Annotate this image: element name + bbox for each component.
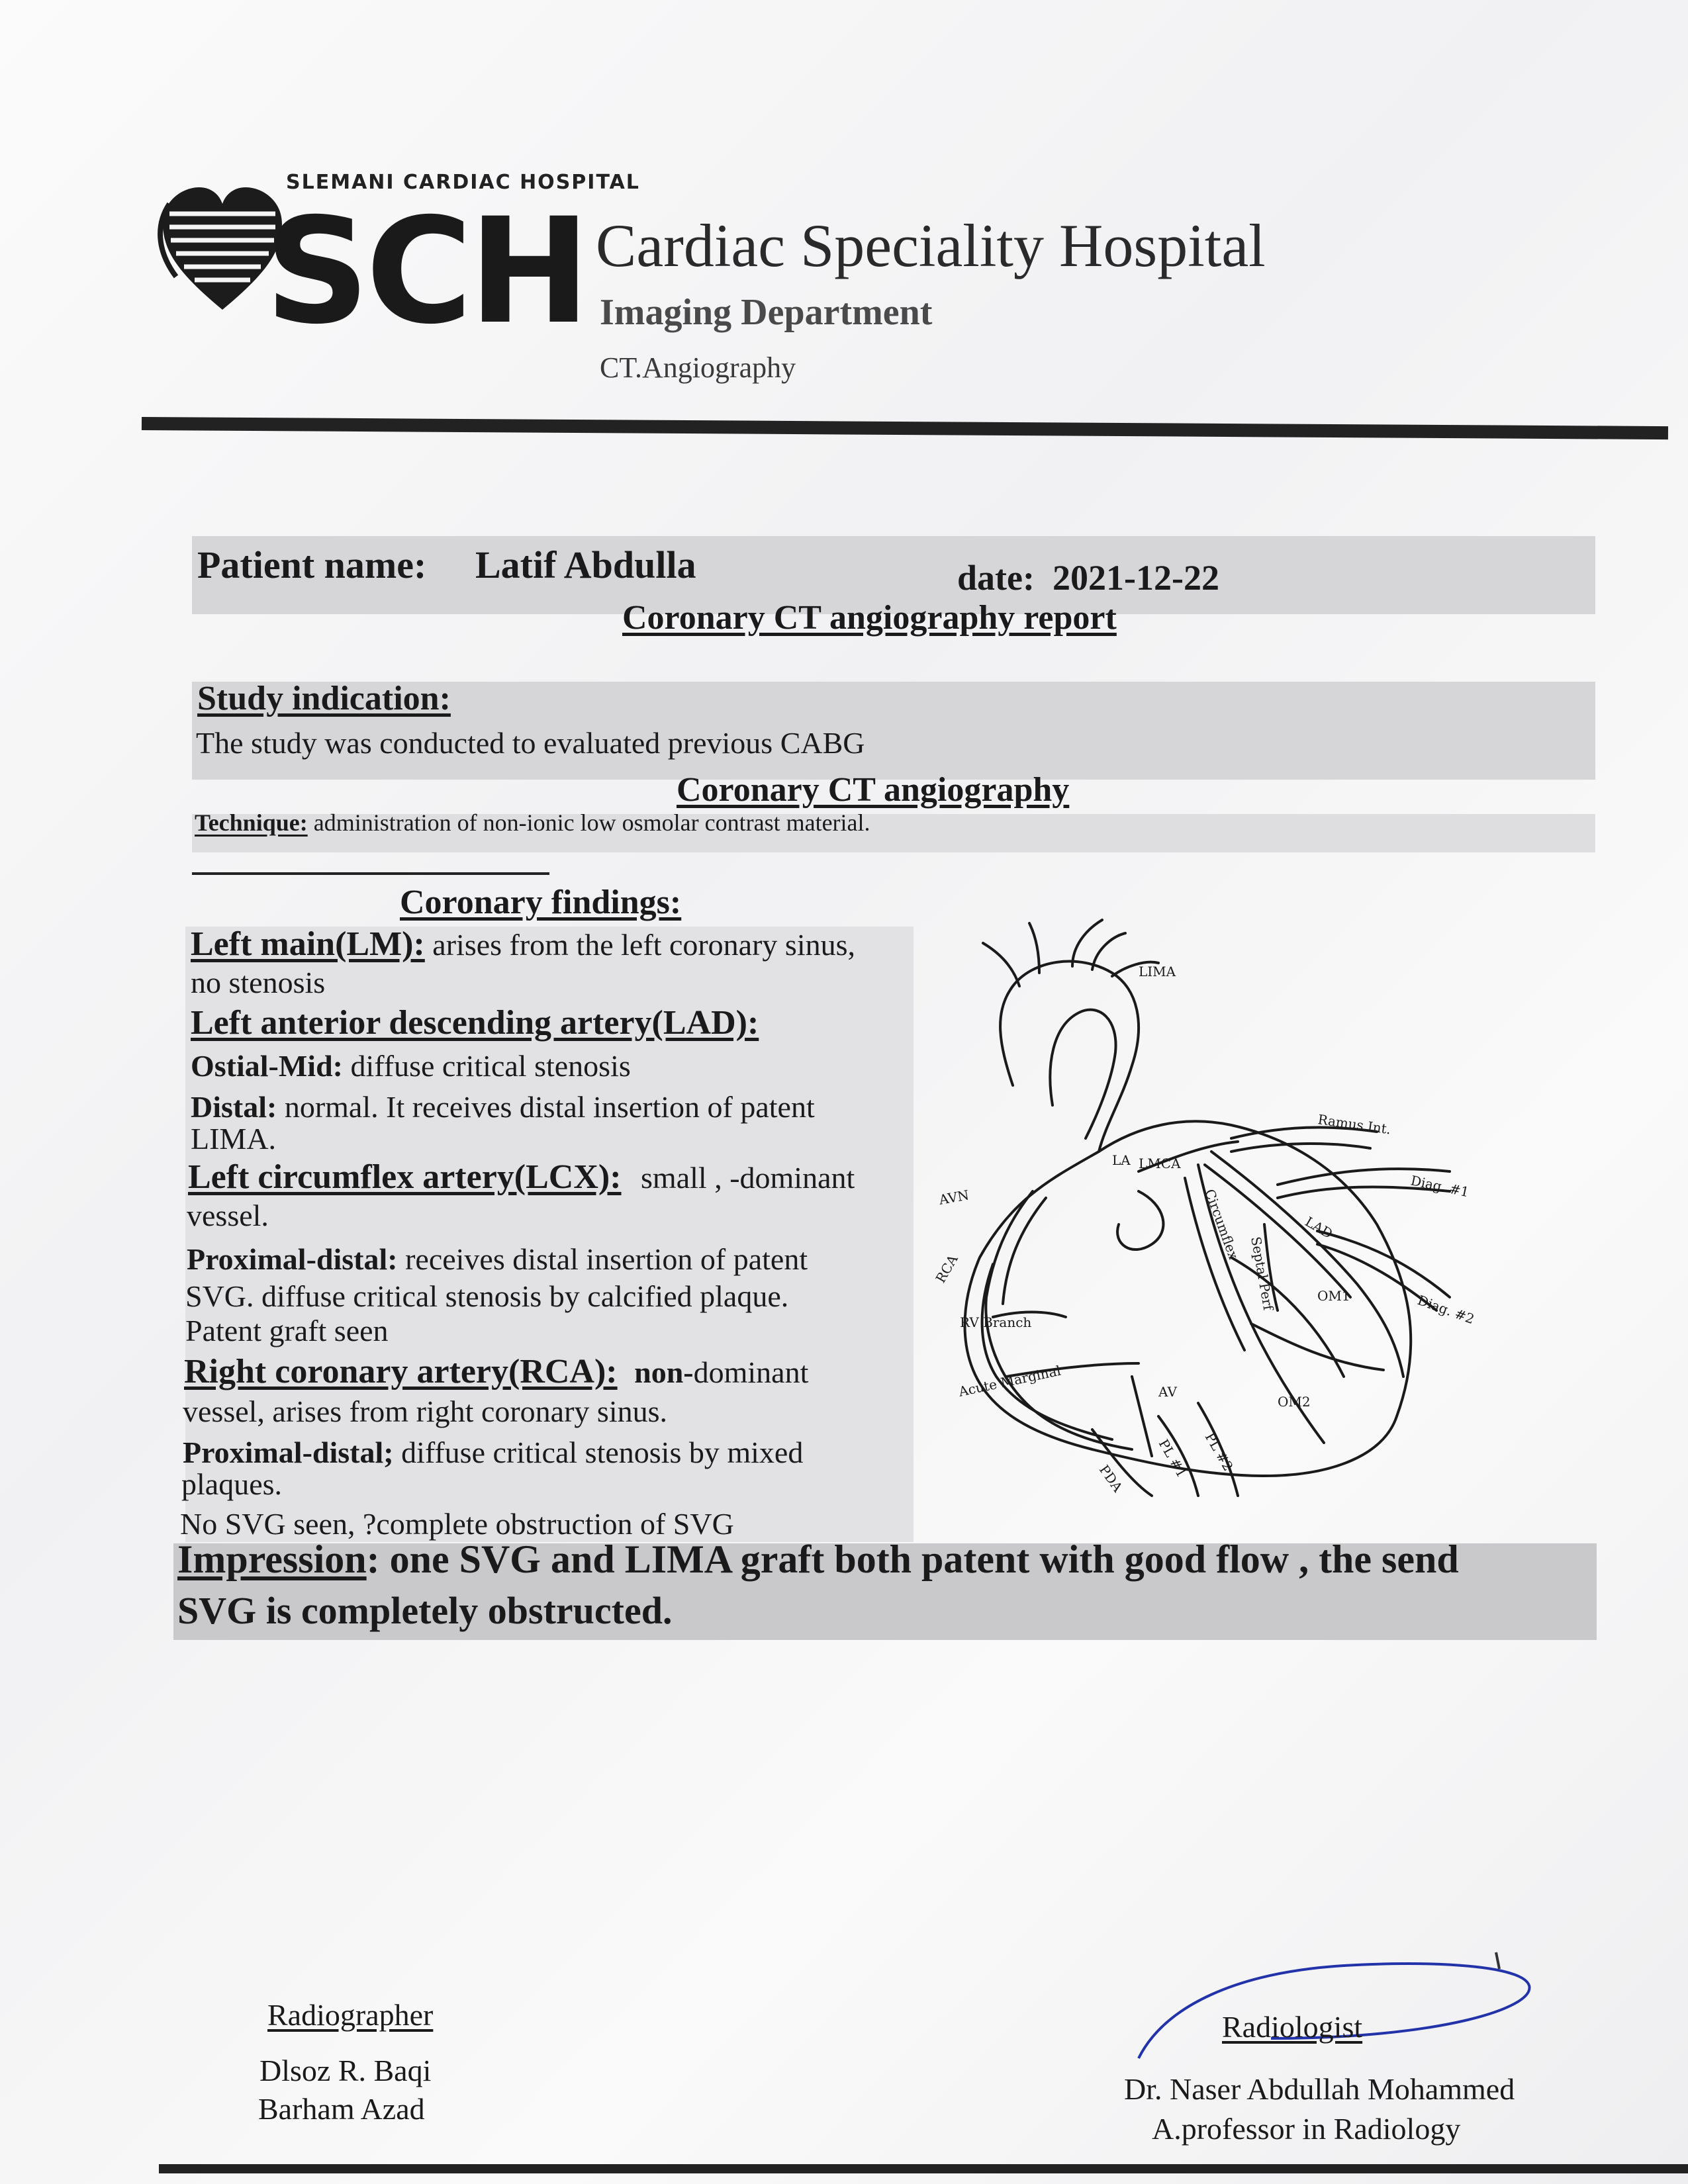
label-rv-branch: RV Branch bbox=[960, 1314, 1032, 1330]
coronary-diagram bbox=[920, 913, 1529, 1535]
rca-label: Right coronary artery(RCA): bbox=[184, 1353, 618, 1390]
rca-line-1 bbox=[184, 1353, 808, 1392]
heart-outline-inner bbox=[982, 1264, 1112, 1439]
logo-text: SCH bbox=[265, 187, 587, 356]
label-av: AV bbox=[1158, 1384, 1177, 1400]
lm-text-1: arises from the left coronary sinus, bbox=[432, 928, 855, 962]
report-title: Coronary CT angiography report bbox=[622, 599, 1117, 637]
radiologist-name: Dr. Naser Abdullah Mohammed bbox=[1124, 2072, 1515, 2106]
lcx-line-1 bbox=[188, 1158, 855, 1197]
radiographer-label: Radiographer bbox=[267, 1998, 434, 2032]
rca-prox-label: Proximal-distal; bbox=[183, 1435, 394, 1469]
rca-prox-text-2: plaques. bbox=[181, 1467, 283, 1501]
lad-distal-label: Distal: bbox=[191, 1090, 277, 1124]
technique-line bbox=[195, 809, 870, 837]
carotid bbox=[1029, 923, 1039, 973]
short-divider bbox=[192, 872, 549, 875]
label-septal: Septal Perf bbox=[1248, 1235, 1277, 1312]
lcx-label: Left circumflex artery(LCX): bbox=[188, 1158, 622, 1196]
lcx-text-1: small , -dominant bbox=[641, 1161, 855, 1195]
technique-section-title: Coronary CT angiography bbox=[677, 771, 1070, 809]
department-name: Imaging Department bbox=[600, 292, 933, 333]
rca-text-1: dominant bbox=[693, 1355, 809, 1389]
impression-text-2: SVG is completely obstructed. bbox=[177, 1589, 673, 1632]
signature-scribble bbox=[1125, 1946, 1549, 2071]
label-acute-marginal: Acute Marginal bbox=[957, 1362, 1062, 1400]
radiographer-name-2: Barham Azad bbox=[258, 2092, 425, 2126]
patient-name-label: Patient name: bbox=[197, 543, 427, 586]
aorta-inner bbox=[1050, 1010, 1115, 1138]
label-pl2: PL #2 bbox=[1201, 1430, 1237, 1474]
radiologist-title: A.professor in Radiology bbox=[1152, 2112, 1461, 2146]
label-la: LA bbox=[1112, 1152, 1131, 1168]
label-diag1: Diag. #1 bbox=[1409, 1172, 1471, 1201]
lad-distal-text-1: normal. It receives distal insertion of patent bbox=[284, 1090, 815, 1124]
aorta-outline bbox=[1000, 962, 1139, 1152]
label-om2: OM2 bbox=[1278, 1394, 1311, 1410]
subdepartment-name: CT.Angiography bbox=[600, 351, 796, 384]
impression-label: Impression bbox=[177, 1537, 367, 1581]
lcx-prox-text-2: SVG. diffuse critical stenosis by calcified plaque. bbox=[185, 1279, 789, 1313]
label-lima: LIMA bbox=[1139, 964, 1176, 979]
coronary-findings-heading: Coronary findings: bbox=[400, 884, 682, 921]
label-rca: RCA bbox=[932, 1251, 961, 1286]
rca-note: No SVG seen, ?complete obstruction of SVG bbox=[180, 1507, 734, 1541]
date-label: date: bbox=[957, 558, 1035, 598]
label-ramus: Ramus Int. bbox=[1317, 1111, 1392, 1138]
lad-distal-text-2: LIMA. bbox=[191, 1122, 277, 1156]
label-pda: PDA bbox=[1096, 1462, 1126, 1495]
technique-label: Technique: bbox=[195, 809, 308, 836]
report-date: 2021-12-22 bbox=[1053, 558, 1219, 598]
lcx-prox-text-1: receives distal insertion of patent bbox=[405, 1242, 808, 1276]
label-diag2: Diag. #2 bbox=[1415, 1292, 1477, 1328]
impression-line-1 bbox=[177, 1537, 1459, 1582]
study-indication-heading: Study indication: bbox=[197, 680, 451, 717]
label-circumflex: Circumflex bbox=[1201, 1187, 1242, 1261]
patient-name: Latif Abdulla bbox=[475, 543, 696, 586]
logo-small-text: SLEMANI CARDIAC HOSPITAL bbox=[286, 171, 640, 194]
radiologist-label: Radiologist bbox=[1222, 2010, 1363, 2044]
lcx-text-2: vessel. bbox=[187, 1199, 269, 1232]
header-divider bbox=[142, 417, 1668, 439]
radiographer-name-1: Dlsoz R. Baqi bbox=[259, 2054, 432, 2087]
lcx-prox-line bbox=[187, 1240, 808, 1279]
footer-divider bbox=[159, 2164, 1688, 2173]
lm-text-2: no stenosis bbox=[191, 966, 326, 999]
lad-label: Left anterior descending artery(LAD): bbox=[191, 1004, 759, 1042]
rca-non: non- bbox=[634, 1355, 694, 1389]
lad-distal-line bbox=[191, 1088, 815, 1126]
lad-ostial-text: diffuse critical stenosis bbox=[350, 1049, 631, 1083]
diag2 bbox=[1317, 1231, 1450, 1297]
label-pl1: PL #1 bbox=[1155, 1436, 1190, 1480]
lcx-prox-text-3: Patent graft seen bbox=[185, 1314, 389, 1347]
lm-label: Left main(LM): bbox=[191, 925, 425, 963]
la-appendage bbox=[1117, 1191, 1163, 1250]
av-branch bbox=[1132, 1377, 1152, 1456]
rca-text-2: vessel, arises from right coronary sinus. bbox=[183, 1394, 668, 1428]
technique-text: administration of non-ionic low osmolar contrast material. bbox=[313, 809, 870, 836]
study-indication-text: The study was conducted to evaluated previous CABG bbox=[196, 726, 865, 760]
lm-line-1 bbox=[191, 925, 855, 964]
lad-ostial-label: Ostial-Mid: bbox=[191, 1049, 343, 1083]
label-lmca: LMCA bbox=[1139, 1156, 1181, 1171]
label-lad: LAD bbox=[1302, 1213, 1336, 1242]
label-avn: AVN bbox=[937, 1187, 970, 1208]
lad-ostial-line bbox=[191, 1047, 631, 1085]
rca-prox-text-1: diffuse critical stenosis by mixed bbox=[401, 1435, 804, 1469]
lcx-prox-label: Proximal-distal: bbox=[187, 1242, 398, 1276]
hospital-name: Cardiac Speciality Hospital bbox=[596, 212, 1266, 279]
impression-text-1: : one SVG and LIMA graft both patent with good flow , the send bbox=[366, 1537, 1459, 1581]
brachiocephalic bbox=[983, 943, 1019, 986]
label-om1: OM1 bbox=[1317, 1288, 1350, 1304]
